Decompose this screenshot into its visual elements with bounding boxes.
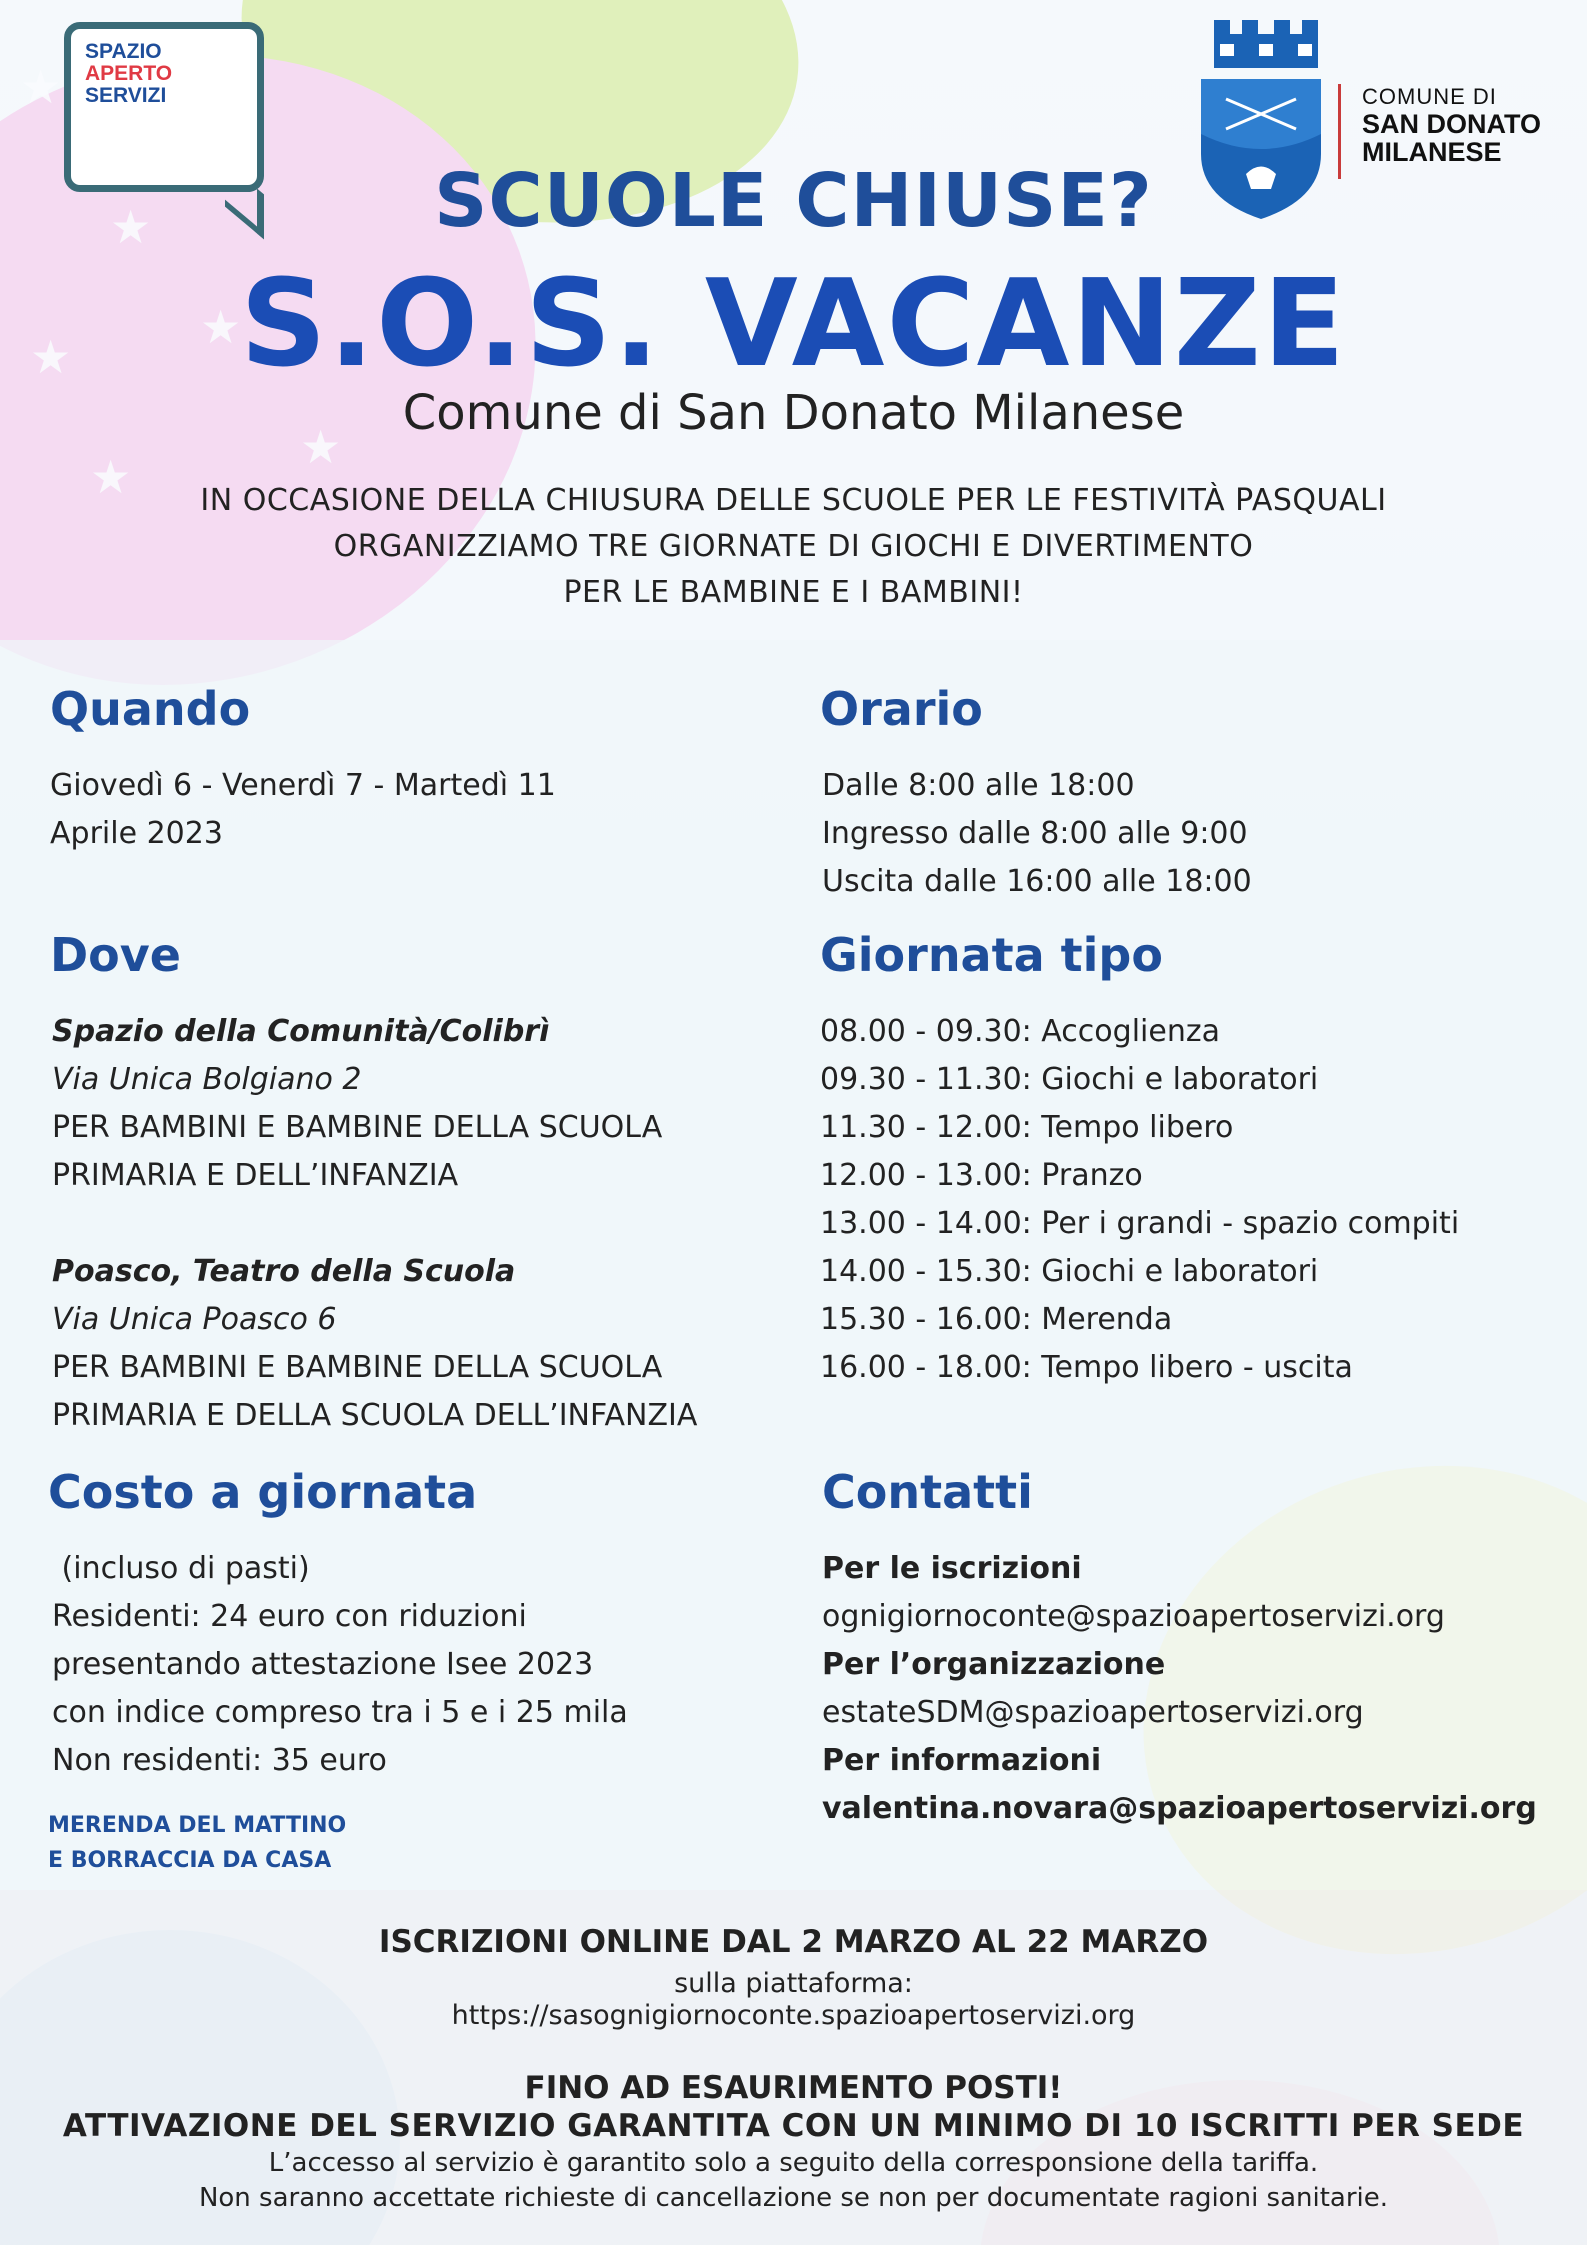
quando-line: Giovedì 6 - Venerdì 7 - Martedì 11 <box>50 768 556 803</box>
costo-line: (incluso di pasti) <box>52 1551 310 1586</box>
orario-line: Dalle 8:00 alle 18:00 <box>822 768 1135 803</box>
headline-title: S.O.S. VACANZE <box>240 255 1347 394</box>
giornata-list <box>820 1008 1459 1392</box>
orario-line: Ingresso dalle 8:00 alle 9:00 <box>822 816 1248 851</box>
logo-text-line: APERTO <box>85 62 173 85</box>
contatti-text <box>822 1545 1537 1833</box>
logo-text-line: SERVIZI <box>85 84 167 107</box>
costo-line: Non residenti: 35 euro <box>52 1743 387 1778</box>
comune-name-line: SAN DONATO <box>1362 109 1542 139</box>
contact-label: Per informazioni <box>822 1743 1102 1778</box>
quando-heading: Quando <box>50 682 251 736</box>
costo-line: Residenti: 24 euro con riduzioni <box>52 1599 527 1634</box>
iscrizioni-dates: ISCRIZIONI ONLINE DAL 2 MARZO AL 22 MARZO <box>378 1924 1209 1960</box>
sede-target: PER BAMBINI E BAMBINE DELLA SCUOLA <box>52 1110 663 1145</box>
quando-text <box>50 762 556 858</box>
costo-line: presentando attestazione Isee 2023 <box>52 1647 594 1682</box>
schedule-item: 16.00 - 18.00: Tempo libero - uscita <box>820 1350 1353 1385</box>
sede-target: PER BAMBINI E BAMBINE DELLA SCUOLA <box>52 1350 663 1385</box>
merenda-note <box>48 1808 346 1878</box>
attivazione-notice: ATTIVAZIONE DEL SERVIZIO GARANTITA CON UN MINIMO DI 10 ISCRITTI PER SEDE <box>62 2108 1525 2144</box>
dove-text <box>52 1008 697 1440</box>
costo-text <box>52 1545 628 1785</box>
piattaforma-label: sulla piattaforma: <box>674 1968 913 1999</box>
subtitle: Comune di San Donato Milanese <box>402 385 1185 441</box>
contatti-heading: Contatti <box>822 1465 1033 1519</box>
sede-target: PRIMARIA E DELL’INFANZIA <box>52 1158 459 1193</box>
intro-line: IN OCCASIONE DELLA CHIUSURA DELLE SCUOLE PER LE FESTIVITÀ PASQUALI <box>200 483 1387 518</box>
orario-heading: Orario <box>820 682 983 736</box>
note-line: MERENDA DEL MATTINO <box>48 1813 347 1838</box>
orario-text <box>822 762 1252 906</box>
intro-line: ORGANIZZIAMO TRE GIORNATE DI GIOCHI E DIVERTIMENTO <box>333 529 1254 564</box>
costo-heading: Costo a giornata <box>48 1465 478 1519</box>
sede-target: PRIMARIA E DELLA SCUOLA DELL’INFANZIA <box>52 1398 698 1433</box>
intro-text <box>0 478 1587 616</box>
schedule-item: 15.30 - 16.00: Merenda <box>820 1302 1173 1337</box>
contact-label: Per l’organizzazione <box>822 1647 1166 1682</box>
contact-label: Per le iscrizioni <box>822 1551 1082 1586</box>
schedule-item: 08.00 - 09.30: Accoglienza <box>820 1014 1220 1049</box>
comune-label: COMUNE DI <box>1362 84 1497 109</box>
platform-url-link[interactable]: https://sasognigiornoconte.spazioapertoservizi.org <box>451 2000 1136 2031</box>
contact-email[interactable]: valentina.novara@spazioapertoservizi.org <box>822 1791 1537 1826</box>
schedule-item: 09.30 - 11.30: Giochi e laboratori <box>820 1062 1319 1097</box>
accesso-notice: L’accesso al servizio è garantito solo a seguito della corresponsione della tariffa. <box>268 2148 1319 2178</box>
sede-name: Poasco, Teatro della Scuola <box>52 1254 516 1289</box>
logo-text-line: SPAZIO <box>85 40 162 63</box>
dove-heading: Dove <box>50 928 181 982</box>
intro-line: PER LE BAMBINE E I BAMBINI! <box>563 575 1024 610</box>
quando-line: Aprile 2023 <box>50 816 223 851</box>
costo-line: con indice compreso tra i 5 e i 25 mila <box>52 1695 628 1730</box>
esaurimento-notice: FINO AD ESAURIMENTO POSTI! <box>524 2070 1063 2106</box>
orario-line: Uscita dalle 16:00 alle 18:00 <box>822 864 1252 899</box>
contact-email[interactable]: estateSDM@spazioapertoservizi.org <box>822 1695 1364 1730</box>
cancellazione-notice: Non saranno accettate richieste di cancellazione se non per documentate ragioni sanitarie. <box>198 2183 1389 2213</box>
schedule-item: 14.00 - 15.30: Giochi e laboratori <box>820 1254 1319 1289</box>
sede-address: Via Unica Bolgiano 2 <box>52 1062 362 1097</box>
crown-icon <box>1206 14 1326 74</box>
sede-address: Via Unica Poasco 6 <box>52 1302 337 1337</box>
sede-name: Spazio della Comunità/Colibrì <box>52 1014 550 1049</box>
comune-name-line: MILANESE <box>1362 137 1502 167</box>
contact-email[interactable]: ognigiornoconte@spazioapertoservizi.org <box>822 1599 1445 1634</box>
note-line: E BORRACCIA DA CASA <box>48 1848 332 1873</box>
schedule-item: 12.00 - 13.00: Pranzo <box>820 1158 1143 1193</box>
schedule-item: 11.30 - 12.00: Tempo libero <box>820 1110 1234 1145</box>
giornata-heading: Giornata tipo <box>820 928 1163 982</box>
headline-question: SCUOLE CHIUSE? <box>434 158 1153 244</box>
schedule-item: 13.00 - 14.00: Per i grandi - spazio compiti <box>820 1206 1460 1241</box>
